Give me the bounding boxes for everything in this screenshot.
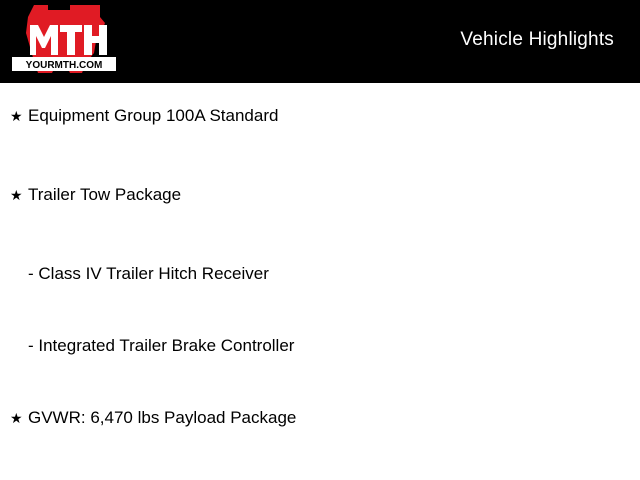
list-item — [0, 335, 640, 357]
page-title: Vehicle Highlights — [460, 29, 614, 50]
mth-logo — [8, 3, 120, 81]
star-bullet-icon: ★ — [10, 187, 23, 203]
list-item-label: - Integrated Trailer Brake Controller — [28, 336, 295, 355]
logo-url-text: YOURMTH.COM — [25, 60, 103, 71]
list-item-label: Equipment Group 100A Standard — [28, 106, 279, 125]
star-bullet-icon: ★ — [10, 410, 23, 426]
slide-header — [0, 0, 640, 83]
star-bullet-icon: ★ — [10, 108, 23, 124]
list-item — [0, 184, 640, 206]
list-item-label: Trailer Tow Package — [28, 185, 182, 204]
list-item — [0, 105, 640, 127]
highlights-list — [0, 83, 640, 480]
list-item-label: - Class IV Trailer Hitch Receiver — [28, 264, 269, 283]
list-item-label: GVWR: 6,470 lbs Payload Package — [28, 408, 297, 427]
list-item — [0, 263, 640, 285]
list-item — [0, 407, 640, 429]
